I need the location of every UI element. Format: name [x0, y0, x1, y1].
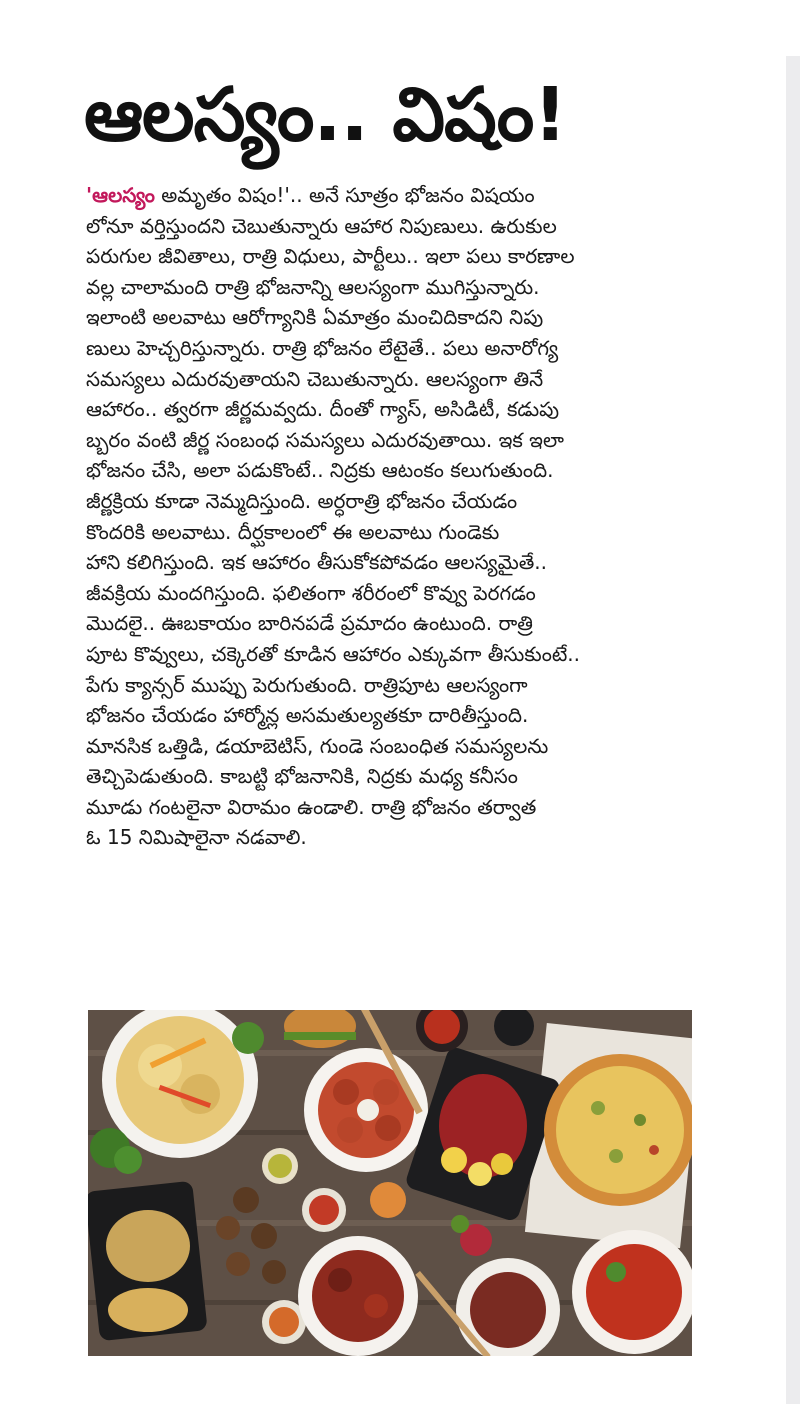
article-line: బ్బరం వంటి జీర్ణ సంబంధ సమస్యలు ఎదురవుతాయి. ఇక ఇలా	[86, 427, 564, 452]
article-line: పరుగుల జీవితాలు, రాత్రి విధులు, పార్టీలు.. ఇలా పలు కారణాల	[86, 244, 575, 269]
article-line: కొందరికి అలవాటు. దీర్ఘకాలంలో ఈ అలవాటు గుండెకు	[86, 519, 500, 544]
article-line: భోజనం చేసి, అలా పడుకొంటే.. నిద్రకు ఆటంకం కలుగుతుంది.	[86, 458, 554, 483]
article-body	[86, 180, 726, 853]
article-line: హాని కలిగిస్తుంది. ఇక ఆహారం తీసుకోకపోవడం ఆలస్యమైతే..	[86, 550, 547, 575]
article-line: భోజనం చేయడం హార్మోన్ల అసమతుల్యతకూ దారితీస్తుంది.	[86, 703, 529, 728]
article-line: వల్ల చాలామంది రాత్రి భోజనాన్ని ఆలస్యంగా ముగిస్తున్నారు.	[86, 274, 540, 299]
article-line: జీర్ణక్రియ కూడా నెమ్మదిస్తుంది. అర్ధరాత్రి భోజనం చేయడం	[86, 488, 518, 513]
page-edge-rule	[786, 56, 800, 1404]
article-line: లోనూ వర్తిస్తుందని చెబుతున్నారు ఆహార నిపుణులు. ఉరుకుల	[86, 213, 557, 238]
article-line: తెచ్చిపెడుతుంది. కాబట్టి భోజనానికి, నిద్రకు మధ్య కనీసం	[86, 764, 518, 789]
article-line: సమస్యలు ఎదురవుతాయని చెబుతున్నారు. ఆలస్యంగా తినే	[86, 366, 544, 391]
article-line: ఆహారం.. త్వరగా జీర్ణమవ్వదు. దీంతో గ్యాస్, అసిడిటీ, కడుపు	[86, 397, 560, 422]
article-line: మొదలై.. ఊబకాయం బారినపడే ప్రమాదం ఉంటుంది. రాత్రి	[86, 611, 533, 636]
article-line	[86, 180, 726, 211]
article-line: పూట కొవ్వులు, చక్కెరతో కూడిన ఆహారం ఎక్కువగా తీసుకుంటే..	[86, 641, 580, 666]
article-line-text: అమృతం విషం!'.. అనే సూత్రం భోజనం విషయం	[154, 183, 535, 207]
article-line: పేగు క్యాన్సర్ ముప్పు పెరుగుతుంది. రాత్రిపూట ఆలస్యంగా	[86, 672, 528, 697]
article-line: జీవక్రియ మందగిస్తుంది. ఫలితంగా శరీరంలో కొవ్వు పెరగడం	[86, 580, 536, 605]
food-photo	[88, 1010, 692, 1356]
article-line: మానసిక ఒత్తిడి, డయాబెటిస్, గుండె సంబంధిత సమస్యలను	[86, 733, 549, 758]
article-line: ఇలాంటి అలవాటు ఆరోగ్యానికి ఏమాత్రం మంచిదికాదని నిపు	[86, 305, 544, 330]
article-line: ఓ 15 నిమిషాలైనా నడవాలి.	[86, 825, 307, 850]
article-lead: 'ఆలస్యం	[86, 183, 155, 207]
article-line: ణులు హెచ్చరిస్తున్నారు. రాత్రి భోజనం లేటైతే.. పలు అనారోగ్య	[86, 335, 559, 360]
article-line: మూడు గంటలైనా విరామం ఉండాలి. రాత్రి భోజనం తర్వాత	[86, 794, 537, 819]
headline: ఆలస్యం.. విషం!	[84, 72, 567, 158]
